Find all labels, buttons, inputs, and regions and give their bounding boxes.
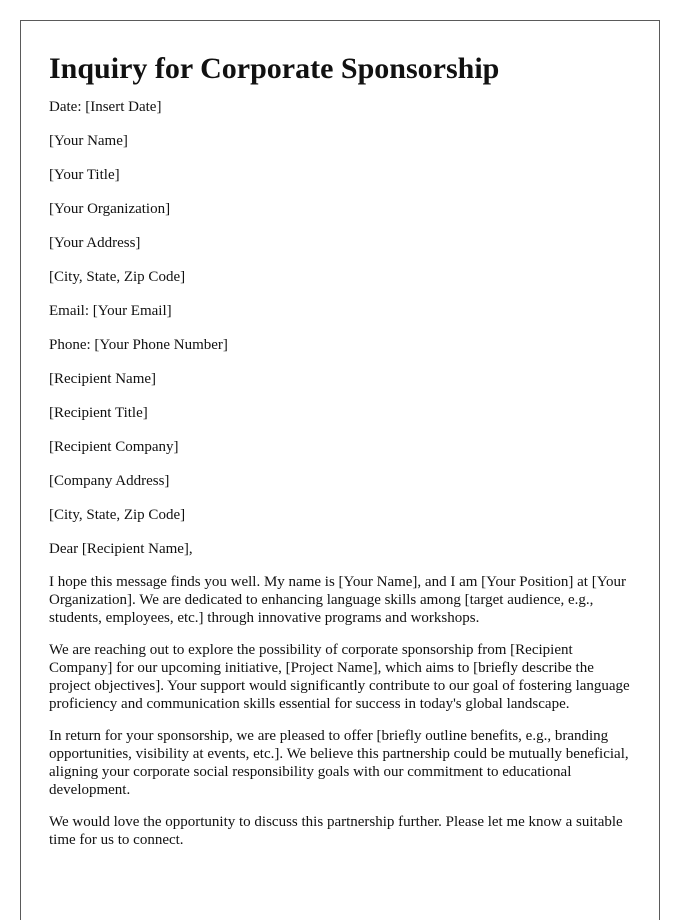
body-paragraph: We are reaching out to explore the possibility of corporate sponsorship from [Recipient Company] for our upcoming initiative, [Project Name], which aims to [briefly describe the project objectives]. Your support would significantly contribute to our goal of fostering language proficiency and communication skills essential for success in today's global landscape. [49, 642, 630, 712]
letter-page [20, 20, 660, 920]
recipient-city-state-zip: [City, State, Zip Code] [49, 507, 186, 523]
body-paragraph: We would love the opportunity to discuss this partnership further. Please let me know a suitable time for us to connect. [49, 814, 623, 848]
sender-address: [Your Address] [49, 235, 141, 251]
recipient-title: [Recipient Title] [49, 405, 148, 421]
recipient-address: [Company Address] [49, 473, 170, 489]
recipient-company: [Recipient Company] [49, 439, 179, 455]
sender-phone: Phone: [Your Phone Number] [49, 337, 228, 353]
sender-title: [Your Title] [49, 167, 120, 183]
salutation: Dear [Recipient Name], [49, 541, 193, 557]
date-line: Date: [Insert Date] [49, 99, 162, 115]
body-paragraph: I hope this message finds you well. My name is [Your Name], and I am [Your Position] at [Your Organization]. We are dedicated to enhancing language skills among [target audience, e.g., students, employees, etc.] through innovative programs and workshops. [49, 574, 627, 626]
sender-city-state-zip: [City, State, Zip Code] [49, 269, 186, 285]
recipient-name: [Recipient Name] [49, 371, 157, 387]
letter-title: Inquiry for Corporate Sponsorship [49, 52, 500, 85]
sender-organization: [Your Organization] [49, 201, 171, 217]
sender-name: [Your Name] [49, 133, 128, 149]
sender-email: Email: [Your Email] [49, 303, 172, 319]
body-paragraph: In return for your sponsorship, we are pleased to offer [briefly outline benefits, e.g., branding opportunities, visibility at events, etc.]. We believe this partnership could be mutually beneficial, aligning your corporate social responsibility goals with our commitment to educational development. [49, 728, 629, 798]
